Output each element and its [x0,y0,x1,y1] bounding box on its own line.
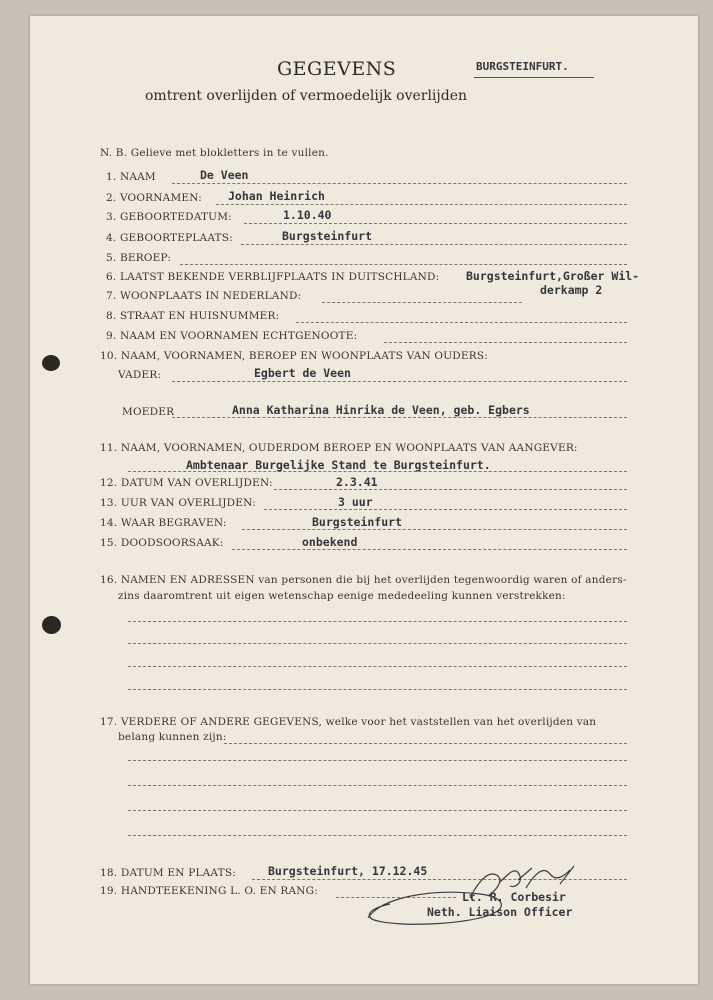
handwritten-signature [360,858,600,928]
form-title: GEGEVENS [277,58,397,80]
field-street-line [296,322,627,323]
field-mother-label: MOEDER [122,406,175,418]
field-mother-value: Anna Katharina Hinrika de Veen, geb. Egbers [232,403,530,417]
field-firstnames-label: 2. VOORNAMEN: [106,192,203,204]
field-firstnames-value: Johan Heinrich [228,189,325,203]
field-name-label: 1. NAAM [106,171,156,183]
field-father-value: Egbert de Veen [254,366,351,380]
field-other-info-line-4 [128,835,627,836]
field-other-info-line-0 [224,743,627,744]
field-date-place-value: Burgsteinfurt, 17.12.45 [268,864,428,878]
field-nl-residence-line [322,302,522,303]
field-witnesses-line-2 [128,643,627,644]
stamp-underline [474,77,594,78]
field-birthplace-value: Burgsteinfurt [282,229,373,243]
field-nl-residence-label: 7. WOONPLAATS IN NEDERLAND: [106,290,302,302]
form-subtitle: omtrent overlijden of vermoedelijk overlijden [145,88,468,104]
field-other-info-label-line1: 17. VERDERE OF ANDERE GEGEVENS, welke voor het vaststellen van het overlijden van [100,716,597,728]
field-witnesses-line-1 [128,621,627,622]
field-other-info-line-2 [128,785,627,786]
field-spouse-label: 9. NAAM EN VOORNAMEN ECHTGENOOTE: [106,330,358,342]
field-death-hour-line [264,509,627,510]
punch-hole-bottom [42,616,61,634]
field-other-info-line-3 [128,810,627,811]
field-last-residence-label: 6. LAATST BEKENDE VERBLIJFPLAATS IN DUITSCHLAND: [106,271,440,283]
field-father-label: VADER: [118,369,162,381]
field-occupation-line [180,264,627,265]
field-witnesses-label-line1: 16. NAMEN EN ADRESSEN van personen die bij het overlijden tegenwoordig waren of anders- [100,574,627,586]
field-name-line [172,183,627,184]
field-death-hour-label: 13. UUR VAN OVERLIJDEN: [100,497,256,509]
field-occupation-label: 5. BEROEP: [106,252,172,264]
field-death-date-line [274,489,627,490]
field-other-info-label-line2: belang kunnen zijn: [118,731,227,743]
field-burial-place-value: Burgsteinfurt [312,515,403,529]
field-firstnames-line [216,204,627,205]
field-spouse-line [384,342,627,343]
field-burial-place-label: 14. WAAR BEGRAVEN: [100,517,227,529]
field-death-date-label: 12. DATUM VAN OVERLIJDEN: [100,477,273,489]
field-witnesses-line-4 [128,689,627,690]
field-birthdate-line [244,223,627,224]
field-witnesses-line-3 [128,666,627,667]
field-cause-line [232,549,627,550]
location-stamp: BURGSTEINFURT. [476,60,569,73]
field-cause-label: 15. DOODSOORSAAK: [100,537,224,549]
field-last-residence-value-line2: derkamp 2 [540,283,603,297]
officer-title: Neth. Liaison Officer [427,905,573,919]
field-parents-label: 10. NAAM, VOORNAMEN, BEROEP EN WOONPLAATS VAN OUDERS: [100,350,488,362]
field-name-value: De Veen [200,168,249,182]
field-father-line [172,381,627,382]
field-birthplace-line [241,244,627,245]
field-witnesses-label-line2: zins daaromtrent uit eigen wetenschap eenige mededeeling kunnen verstrekken: [118,590,566,602]
field-date-place-label: 18. DATUM EN PLAATS: [100,867,236,879]
field-birthdate-label: 3. GEBOORTEDATUM: [106,211,232,223]
field-informant-value: Ambtenaar Burgelijke Stand te Burgsteinfurt. [186,458,491,472]
field-last-residence-value-line1: Burgsteinfurt,Großer Wil- [466,269,640,283]
field-informant-label: 11. NAAM, VOORNAMEN, OUDERDOM BEROEP EN WOONPLAATS VAN AANGEVER: [100,442,578,454]
field-mother-line [172,417,627,418]
field-street-label: 8. STRAAT EN HUISNUMMER: [106,310,280,322]
punch-hole-top [42,355,60,371]
field-burial-place-line [242,529,627,530]
officer-rank-name: Lt. R. Corbesir [462,890,566,904]
field-signature-label: 19. HANDTEEKENING L. O. EN RANG: [100,885,318,897]
field-cause-value: onbekend [302,535,358,549]
fill-in-note: N. B. Gelieve met blokletters in te vullen. [100,147,329,159]
field-birthdate-value: 1.10.40 [283,208,332,222]
field-death-hour-value: 3 uur [338,495,373,509]
field-other-info-line-1 [128,760,627,761]
field-birthplace-label: 4. GEBOORTEPLAATS: [106,232,233,244]
field-death-date-value: 2.3.41 [336,475,378,489]
